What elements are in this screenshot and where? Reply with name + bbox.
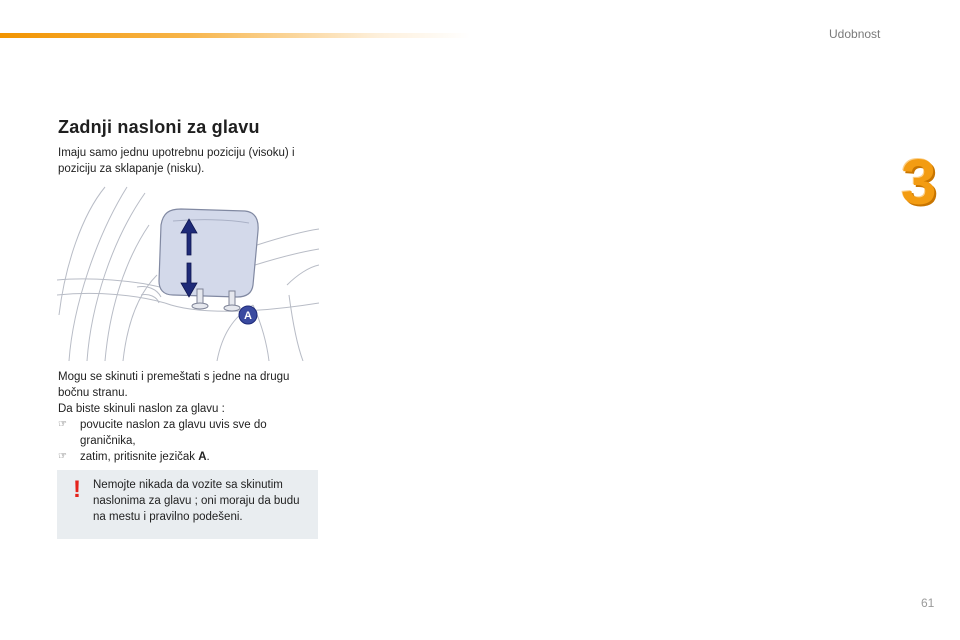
warning-box	[57, 470, 318, 539]
chapter-number: 3	[901, 146, 937, 218]
instruction-list	[58, 417, 320, 465]
page-number: 61	[921, 596, 935, 610]
body-text	[58, 369, 320, 465]
intro-paragraph: Imaju samo jednu upotrebnu poziciju (visoku) i poziciju za sklapanje (nisku).	[58, 147, 295, 175]
instruction-lead: Da biste skinuli naslon za glavu :	[58, 403, 225, 415]
bullet-text: zatim, pritisnite jezičak	[80, 451, 199, 463]
bullet-end: .	[206, 451, 210, 463]
warning-text: Nemojte nikada da vozite sa skinutim naslonima za glavu ; oni moraju da budu na mestu i pravilno podešeni.	[93, 479, 300, 523]
pointing-hand-icon: ☞	[58, 451, 67, 462]
list-item	[58, 449, 320, 465]
callout-a	[239, 306, 257, 324]
callout-a-label: A	[244, 310, 252, 322]
pointing-hand-icon: ☞	[58, 419, 67, 430]
header-accent-bar	[0, 33, 470, 38]
list-item	[58, 417, 320, 449]
removal-paragraph: Mogu se skinuti i premeštati s jedne na drugu bočnu stranu.	[58, 371, 290, 399]
headrest-illustration	[57, 185, 319, 361]
headrest-shape	[159, 209, 258, 297]
section-name: Udobnost	[829, 27, 881, 41]
bullet-text: povucite naslon za glavu uvis sve do graničnika,	[80, 419, 267, 447]
exclamation-icon: !	[73, 476, 81, 503]
bullet-bold-label: A	[198, 451, 207, 463]
page-title: Zadnji nasloni za glavu	[58, 117, 260, 137]
